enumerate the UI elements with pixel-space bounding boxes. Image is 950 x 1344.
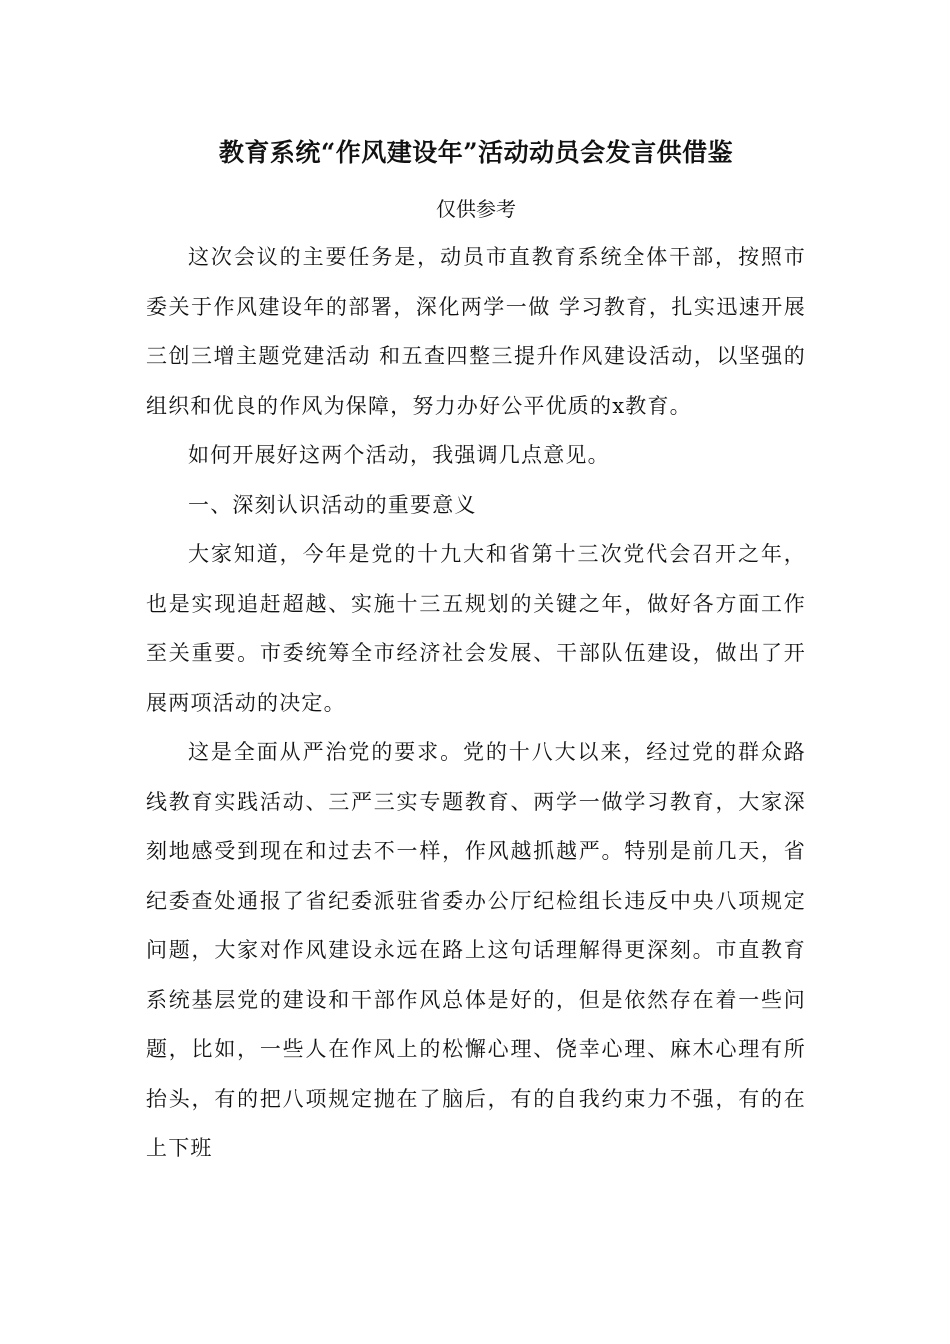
paragraph: 这是全面从严治党的要求。党的十八大以来，经过党的群众路线教育实践活动、三严三实专题教育、两学一做学习教育，大家深刻地感受到现在和过去不一样，作风越抓越严。特别是前几天，省纪委查处通报了省纪委派驻省委办公厅纪检组长违反中央八项规定问题，大家对作风建设永远在路上这句话理解得更深刻。市直教育系统基层党的建设和干部作风总体是好的，但是依然存在着一些问题，比如，一些人在作风上的松懈心理、侥幸心理、麻木心理有所抬头，有的把八项规定抛在了脑后，有的自我约束力不强，有的在上下班 <box>146 740 806 1160</box>
document-body <box>146 233 806 1174</box>
paragraph: 大家知道，今年是党的十九大和省第十三次党代会召开之年，也是实现追赶超越、实施十三五规划的关键之年，做好各方面工作至关重要。市委统筹全市经济社会发展、干部队伍建设，做出了开展两项活动的决定。 <box>146 542 806 715</box>
section-heading: 一、深刻认识活动的重要意义 <box>188 492 477 517</box>
document-page <box>146 136 806 1174</box>
document-subtitle: 仅供参考 <box>436 197 516 221</box>
paragraph: 这次会议的主要任务是，动员市直教育系统全体干部，按照市委关于作风建设年的部署，深化两学一做 学习教育，扎实迅速开展三创三增主题党建活动 和五查四整三提升作风建设活动，以坚强的组织和优良的作风为保障，努力办好公平优质的x教育。 <box>146 245 806 418</box>
document-title: 教育系统“作风建设年”活动动员会发言供借鉴 <box>218 138 734 167</box>
paragraph: 如何开展好这两个活动，我强调几点意见。 <box>188 443 610 467</box>
